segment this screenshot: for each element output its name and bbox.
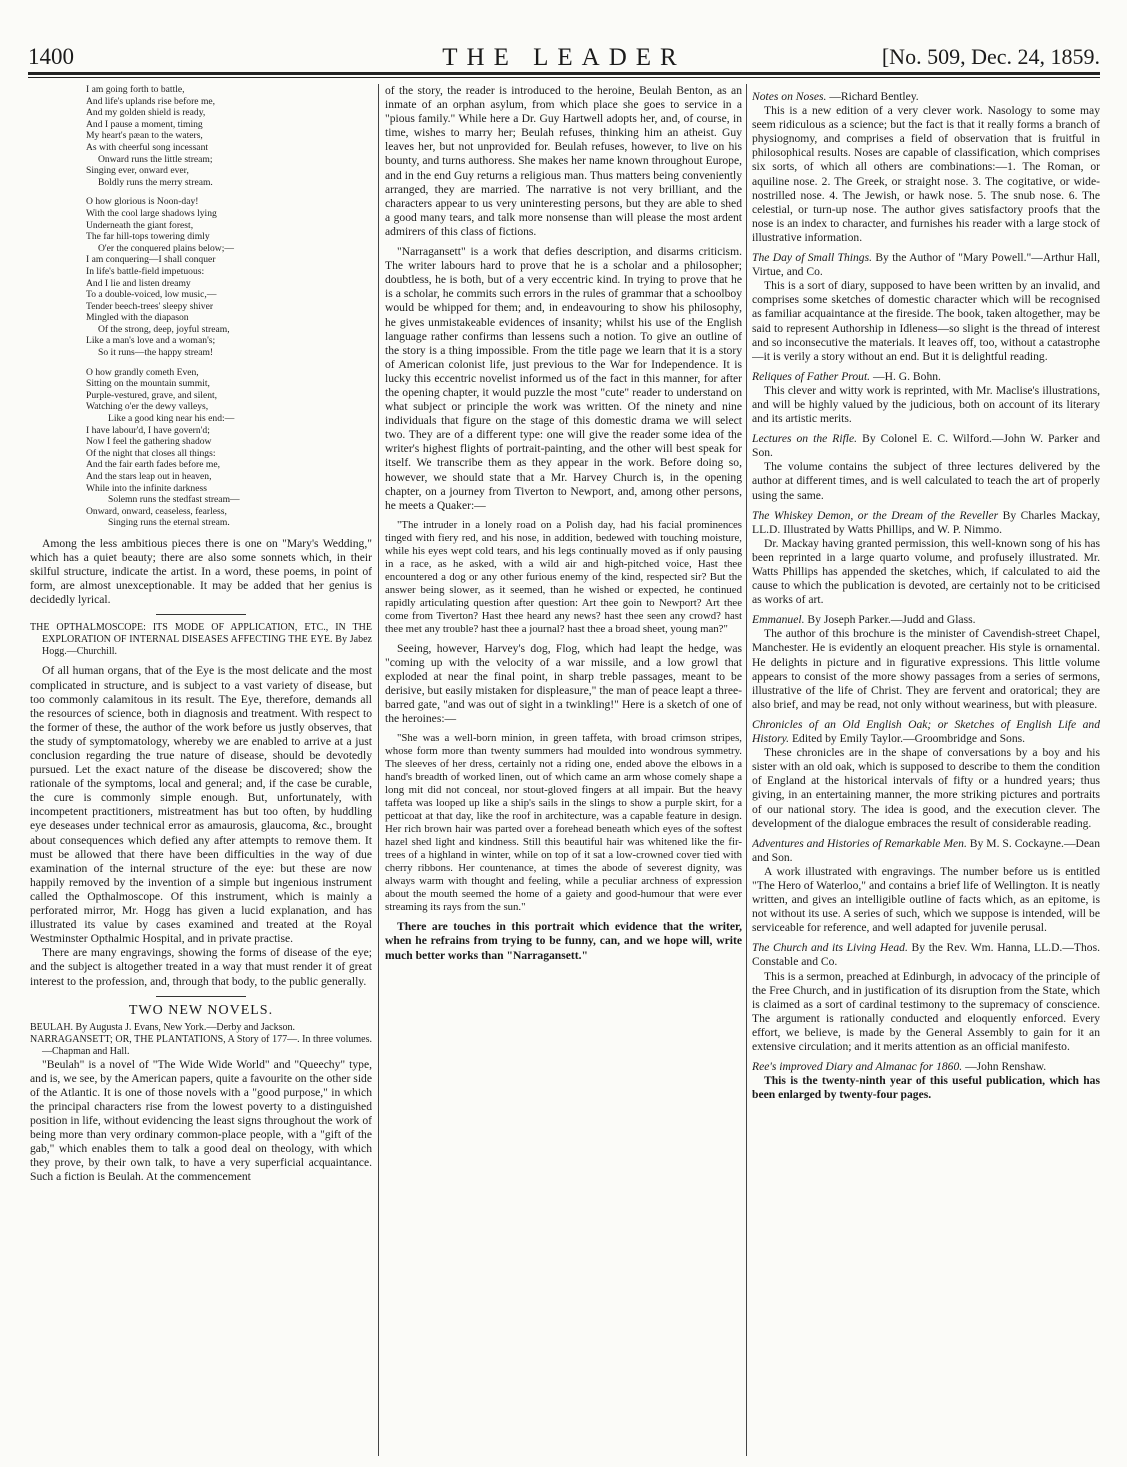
book-credit: By Charles Mackay, LL.D. Illustrated by Watts Phillips, and W. P. Nimmo. bbox=[752, 508, 1100, 536]
column-1 bbox=[30, 84, 372, 1454]
book-notice bbox=[752, 718, 1100, 831]
poem-line: So it runs—the happy stream! bbox=[98, 347, 214, 359]
poem-line: In life's battle-field impetuous: bbox=[86, 265, 205, 277]
column-divider-1 bbox=[378, 84, 379, 1456]
book-notice-title bbox=[752, 251, 1100, 279]
book-notice bbox=[752, 370, 1100, 426]
section-divider bbox=[156, 614, 246, 615]
book-notice-title bbox=[752, 718, 1100, 746]
opthalmoscope-heading: THE OPTHALMOSCOPE: ITS MODE OF APPLICATION, ETC., IN THE EXPLORATION OF INTERNAL DISEASES AFFECTING THE EYE. By Jabez Hogg.—Churchill. bbox=[30, 622, 372, 658]
book-notice-title bbox=[752, 90, 1100, 104]
book-title: Chronicles of an Old English Oak; or Sketches of English Life and History. bbox=[752, 717, 1100, 746]
poem-line: Onward runs the little stream; bbox=[98, 153, 213, 165]
poem-line: O'er the conquered plains below;— bbox=[98, 242, 234, 254]
poem-line: O how glorious is Noon-day! bbox=[86, 196, 199, 208]
book-notice-body: The author of this brochure is the minister of Cavendish-street Chapel, Manchester. He is evidently an eloquent preacher. His style is ornamental. He delights in picture and in figurative expressions. This little volume appears to consist of the more showy passages from a series of sermons, illustrative of the life of Christ. They are fervent and oratorical; they are also brief, and may be read, not only without weariness, but with pleasure. bbox=[752, 627, 1100, 711]
book-notice bbox=[752, 837, 1100, 936]
book-title: The Church and its Living Head. bbox=[752, 941, 908, 955]
book-notice-body: This is a sermon, preached at Edinburgh, in advocacy of the principle of the Free Church, and in justification of its disruption from the State, which is claimed as a sort of cardinal testimony to the supremacy of conscience. The argument is rationally conducted and eloquently enforced. Every effort, we believe, is made by the General Assembly to gain for it an extensive circulation; and it merits attention as an official manifesto. bbox=[752, 969, 1100, 1053]
narragansett-review: "Narragansett" is a work that defies description, and disarms criticism. The writer labours hard to prove that he is a scholar and a philosopher; doubtless, he is both, but of a very eccentric kind. In trying to prove that he is a scholar, he commits such errors in the rules of grammar that a schoolboy would be whipped for them; and, in endeavouring to show his philosophy, he gives unmistakeable evidences of insanity; whilst his use of the English language rather confirms than lessens such a notion. To give an outline of the story is a thing impossible. From the title page we learn that it is a story of American colonist life, just previous to the War for Independence. It is lucky this eccentric novelist informed us of the fact in this manner, for after the opening chapter, it would puzzle the most "cute" reader to understand on what subject or principle the work was written. Of the ninety and nine individuals that figure on the stage of this domestic drama we will select two. They are of a different type: one will give the reader some idea of the writer's highest flights of portrait-painting, and the other will best speak for itself. We transcribe them as they appear in the work. Before doing so, however, we should state that a Mr. Harvey Church is, in the opening chapter, on a journey from Tiverton to Newport, and, among other persons, he meets a Quaker:— bbox=[385, 245, 742, 512]
section-divider bbox=[156, 996, 246, 997]
short-notices bbox=[752, 90, 1100, 1102]
book-notice-body: A work illustrated with engravings. The number before us is entitled "The Hero of Waterloo," and contains a brief life of Wellington. It is neatly written, and gives an intelligible outline of facts which, as an epitome, is not without its use. A series of such, which we suppose is intended, will be serviceable for reference, and well adapted for juvenile perusal. bbox=[752, 864, 1100, 935]
poem-stanza bbox=[86, 196, 372, 358]
poem-line: To a double-voiced, low music,— bbox=[86, 289, 217, 301]
book-credit: —John Renshaw. bbox=[965, 1060, 1047, 1074]
poem-line: Mingled with the diapason bbox=[86, 312, 189, 324]
poem-line: I am conquering—I shall conquer bbox=[86, 254, 216, 266]
narragansett-conclusion: There are touches in this portrait which evidence that the writer, when he refrains from trying to be funny, can, and we hope will, write much better works than "Narragansett." bbox=[385, 920, 742, 962]
book-notice-title bbox=[752, 509, 1100, 537]
poem-commentary: Among the less ambitious pieces there is one on "Mary's Wedding," which has a quiet beauty; there are also some sonnets which, in their skilful structure, indicate the artist. In a word, these poems, in point of form, are almost unexceptionable. It may be added that her genius is decidedly lyrical. bbox=[30, 536, 372, 607]
opthalmoscope-conclusion: There are many engravings, showing the forms of disease of the eye; and the subject is altogether treated in a way that must render it of great interest to the profession, and, through that body, to the public generally. bbox=[30, 946, 372, 988]
poem-line: With the cool large shadows lying bbox=[86, 207, 217, 219]
issue-info: [No. 509, Dec. 24, 1859. bbox=[881, 44, 1100, 69]
poem-line: Singing ever, onward ever, bbox=[86, 165, 189, 177]
book-notice bbox=[752, 509, 1100, 608]
poem-line: Solemn runs the stedfast stream— bbox=[108, 494, 240, 506]
poem-line: The far hill-tops towering dimly bbox=[86, 231, 210, 243]
book-title: Reliques of Father Prout. bbox=[752, 369, 871, 383]
poem-stanza bbox=[86, 84, 372, 188]
book-notice bbox=[752, 251, 1100, 364]
book-notice-title bbox=[752, 370, 1100, 384]
newspaper-title: THE LEADER bbox=[442, 44, 686, 71]
poem-line: Of the strong, deep, joyful stream, bbox=[98, 323, 230, 335]
poem-line: Of the night that closes all things: bbox=[86, 447, 216, 459]
poem-line: I am going forth to battle, bbox=[86, 84, 185, 95]
book-notice-body: This is the twenty-ninth year of this useful publication, which has been enlarged by twenty-four pages. bbox=[752, 1074, 1100, 1102]
book-credit: By the Author of "Mary Powell."—Arthur Hall, Virtue, and Co. bbox=[752, 251, 1100, 279]
quaker-excerpt: "The intruder in a lonely road on a Polish day, had his facial prominences tinged with fiery red, and his nose, in addition, bedewed with touching moisture, while his eyes wept cold tears, and his legs continually moved as if only pausing in a race, as he asked, with a wild air and high-pitched voice, Hast thee encountered a dog or any other furious enemy of the kind, respected sir? But the answer being slower, as it seemed, than he wished or expected, he continued rapidly articulating question after question: Art thee goin to Newport? Art thee come from Tiverton? Hast thee heard any news? hast thee seen any crowd? hast thee met any trouble? hast thee a journal? hast thee a broad sheet, young man?" bbox=[385, 518, 742, 635]
book-credit: By the Rev. Wm. Hanna, LL.D.—Thos. Constable and Co. bbox=[752, 941, 1100, 969]
narragansett-review-part-2: Seeing, however, Harvey's dog, Flog, which had leapt the hedge, was "coming up with the velocity of a war missile, and a low growl that exploded at near the final point, in sharp treble passages, meant to be derisive, but easily mistaken for displeasure," the man of peace leapt a three-barred gate, "and was out of sight in a twinkling!" Here is a sketch of one of the heroines:— bbox=[385, 641, 742, 726]
book-credit: Edited by Emily Taylor.—Groombridge and Sons. bbox=[791, 732, 1026, 746]
poem-line: O how grandly cometh Even, bbox=[86, 366, 199, 378]
poem-line: Like a good king near his end:— bbox=[108, 413, 235, 425]
poem-line: Boldly runs the merry stream. bbox=[98, 176, 213, 188]
header-rule-thick bbox=[28, 72, 1100, 75]
book-credit: —Richard Bentley. bbox=[829, 90, 919, 103]
book-credit: By M. S. Cockayne.—Dean and Son. bbox=[752, 836, 1100, 864]
heroine-excerpt: "She was a well-born minion, in green taffeta, with broad crimson stripes, whose form more than twenty summers had moulded into wondrous symmetry. The sleeves of her dress, certainly not a riding one, ended above the elbows in a hand's breadth of worked linen, out of which came an arm whose comely shape a long mit did not conceal, nor stout-gloved fingers at all impair. But the heavy taffeta was looped up like a ship's sails in the slings to show a purple skirt, for a petticoat at that day, like the roof in architecture, was a capable feature in design. Her rich brown hair was parted over a forehead beneath which eyes of the softest hazel shed light and kindness. Still this beautiful hair was whitened like the fir-trees of a highland in winter, while on top of it sat a low-crowned cover tied with cherry ribbons. Her countenance, at times the abode of severest dignity, was always warm with thought and feeling, while a peculiar archness of expression about the mouth seemed the home of a gaiety and good-humour that were ever streaming its rays from the sun." bbox=[385, 732, 742, 914]
poem-stanza bbox=[86, 367, 372, 529]
column-divider-2 bbox=[746, 84, 747, 1456]
book-notice-body: The volume contains the subject of three lectures delivered by the author at different times, and is well calculated to teach the art of properly using the same. bbox=[752, 460, 1100, 502]
poem-line: As with cheerful song incessant bbox=[86, 141, 209, 153]
poem-line: While into the infinite darkness bbox=[86, 482, 207, 494]
book-title: Emmanuel. bbox=[752, 613, 805, 627]
book-notice bbox=[752, 1060, 1100, 1102]
book-notice-title bbox=[752, 837, 1100, 865]
beulah-review: "Beulah" is a novel of "The Wide Wide World" and "Queechy" type, and is, we see, by the American papers, quite a favourite on the other side of the Atlantic. It is one of those novels with a "good purpose," in which the principal characters rise from the lowest poverty to a distinguished position in life, without evidencing the least signs throughout the work of being more than very ordinary common-place people, with a "gift of the gab," which enables them to talk a good deal on theology, with which they prove, by their own talk, to have a very superficial acquaintance. Such a fiction is Beulah. At the commencement bbox=[30, 1057, 372, 1184]
novels-heading: TWO NEW NOVELS. bbox=[128, 1002, 274, 1018]
book-title: Ree's improved Diary and Almanac for 1860. bbox=[752, 1060, 963, 1074]
book-credit: By Joseph Parker.—Judd and Glass. bbox=[807, 613, 976, 627]
poem-line: Singing runs the eternal stream. bbox=[108, 517, 230, 529]
poem-line: Purple-vestured, grave, and silent, bbox=[86, 389, 218, 401]
poem-line: Tender beech-trees' sleepy shiver bbox=[86, 300, 214, 312]
book-notice-body: This is a new edition of a very clever work. Nasology to some may seem ridiculous as a science; but the fact is that it really forms a branch of physiognomy, and comprises a field of observation that is fruitful in philosophical results. Noses are capable of classification, which comprises six sorts, of which all others are combinations:—1. The Roman, or aquiline nose. 2. The Greek, or straight nose. 3. The cogitative, or wide-nostrilled nose. 4. The Jewish, or hawk nose. 5. The snub nose. 6. The celestial, or turn-up nose. The author gives satisfactory proofs that the nose is an index to character, and furnishes his reader with a large stock of illustrative information. bbox=[752, 104, 1100, 244]
book-title: Adventures and Histories of Remarkable Men. bbox=[752, 836, 967, 850]
book-credit: By Colonel E. C. Wilford.—John W. Parker and Son. bbox=[752, 432, 1100, 460]
poem-line: And I pause a moment, timing bbox=[86, 118, 203, 130]
book-notice bbox=[752, 90, 1100, 245]
book-notice-body: Dr. Mackay having granted permission, this well-known song of his has been reprinted in a large quarto volume, and profusely illustrated. Mr. Watts Phillips has appended the sketches, which, if calculated to aid the cause to which the publication is devoted, are certainly not to be criticised as works of art. bbox=[752, 536, 1100, 607]
book-title: The Day of Small Things. bbox=[752, 251, 872, 265]
beulah-review-continued: of the story, the reader is introduced to the heroine, Beulah Benton, as an inmate of an orphan asylum, from which place she goes to service in a "pious family." While here a Dr. Guy Hartwell adopts her, and, of course, in time, wishes to marry her; Beulah refuses, thinking him an atheist. Guy leaves her, but not unprovided for. Beulah refuses, however, to live on his bounty, and turns authoress. She makes her name known throughout Europe, and in the end Guy returns a religious man. Thus matters being conveniently arranged, they are married. The narrative is not very brilliant, and the characters appear to us very uninteresting persons, but they are able to shed a good many tears, and talk more nonsense than will please the most ardent admirers of this class of fictions. bbox=[385, 84, 742, 238]
book-notice-body: These chronicles are in the shape of conversations by a boy and his sister with an old oak, which is supposed to describe to them the condition of England at the historical intervals of fifty or a hundred years; thus giving, in an entertaining manner, the more striking pictures and portraits of our national story. The idea is good, and the execution clever. The development of the dialogue embraces the result of considerable reading. bbox=[752, 746, 1100, 830]
book-credit: —H. G. Bohn. bbox=[872, 369, 941, 383]
poem-line: And life's uplands rise before me, bbox=[86, 95, 216, 107]
masthead bbox=[28, 44, 1100, 74]
poem-line: Onward, onward, ceaseless, fearless, bbox=[86, 505, 227, 517]
book-title: Notes on Noses. bbox=[752, 90, 827, 103]
beulah-citation: BEULAH. By Augusta J. Evans, New York.—Derby and Jackson. bbox=[30, 1021, 295, 1033]
opthalmoscope-review: Of all human organs, that of the Eye is the most delicate and the most complicated in structure, and is subject to a vast variety of disease, but too commonly calamitous in its result. The Eye, therefore, demands all the resources of science, both in diagnosis and treatment. With respect to the former of these, the author of the work before us justly observes, that the study of symptomatology, whereby we are enabled to arrive at a just conclusion regarding the true nature of disease, should be devotedly pursued. Let the exact nature of the disease be discovered; show the rationale of the symptoms, local and general; and, if the case be curable, the cure is commonly simple enough. But, unfortunately, with incompetent practitioners, mistreatment has but too often, by huddling eye deseases under technical error as amaurosis, glaucoma, &c., brought about consequences which defied any after attempts to remove them. It must be allowed that there have been difficulties in the way of due examination of the internal structure of the eye: but these are now happily removed by the invention of a simple but ingenious instrument called the Opthalmoscope. Of this instrument, which is mainly a perforated mirror, Mr. Hogg has given a lucid explanation, and has illustrated its value by cases examined and treated at the Royal Westminster Opthalmic Hospital, and in private practise. bbox=[30, 664, 372, 946]
poem-line: And my golden shield is ready, bbox=[86, 107, 206, 119]
book-notice-title bbox=[752, 941, 1100, 969]
book-notice bbox=[752, 613, 1100, 712]
book-notice bbox=[752, 941, 1100, 1054]
poem-line: Like a man's love and a woman's; bbox=[86, 335, 216, 347]
narragansett-citation: NARRAGANSETT; OR, THE PLANTATIONS, A Story of 177—. In three volumes.—Chapman and Hall. bbox=[30, 1033, 372, 1057]
book-notice bbox=[752, 432, 1100, 502]
book-title: Lectures on the Rifle. bbox=[752, 432, 858, 446]
book-notice-title bbox=[752, 432, 1100, 460]
poem-line: Watching o'er the dewy valleys, bbox=[86, 401, 209, 413]
book-title: The Whiskey Demon, or the Dream of the Reveller bbox=[752, 508, 999, 522]
book-notice-title bbox=[752, 613, 1100, 627]
poem-line: My heart's pæan to the waters, bbox=[86, 130, 203, 142]
poem-line: I have labour'd, I have govern'd; bbox=[86, 424, 210, 436]
poem-line: And the stars leap out in heaven, bbox=[86, 471, 212, 482]
poem-line: Underneath the giant forest, bbox=[86, 219, 194, 231]
book-notice-body: This clever and witty work is reprinted, with Mr. Maclise's illustrations, and will be highly valued by the judicious, both on account of its literary and its artistic merits. bbox=[752, 383, 1100, 426]
poem-line: Sitting on the mountain summit, bbox=[86, 378, 210, 390]
column-3 bbox=[752, 84, 1100, 1454]
book-notice-body: This is a sort of diary, supposed to have been written by an invalid, and comprises some sketches of domestic character which will be recognised as familiar acquaintance at the fireside. The book, taken altogether, may be said to represent Authorship in Idleness—so slight is the thread of interest and so inconsecutive the materials. It leaves off, too, without a catastrophe—it is verily a story without an end. But it is delightful reading. bbox=[752, 279, 1100, 363]
header-rule-thin bbox=[28, 77, 1100, 78]
column-2 bbox=[385, 84, 742, 1454]
book-notice-title bbox=[752, 1060, 1100, 1074]
poem bbox=[86, 84, 372, 529]
poem-line: And I lie and listen dreamy bbox=[86, 277, 191, 289]
poem-line: And the fair earth fades before me, bbox=[86, 459, 220, 471]
page-number: 1400 bbox=[28, 44, 74, 69]
poem-line: Now I feel the gathering shadow bbox=[86, 436, 212, 448]
